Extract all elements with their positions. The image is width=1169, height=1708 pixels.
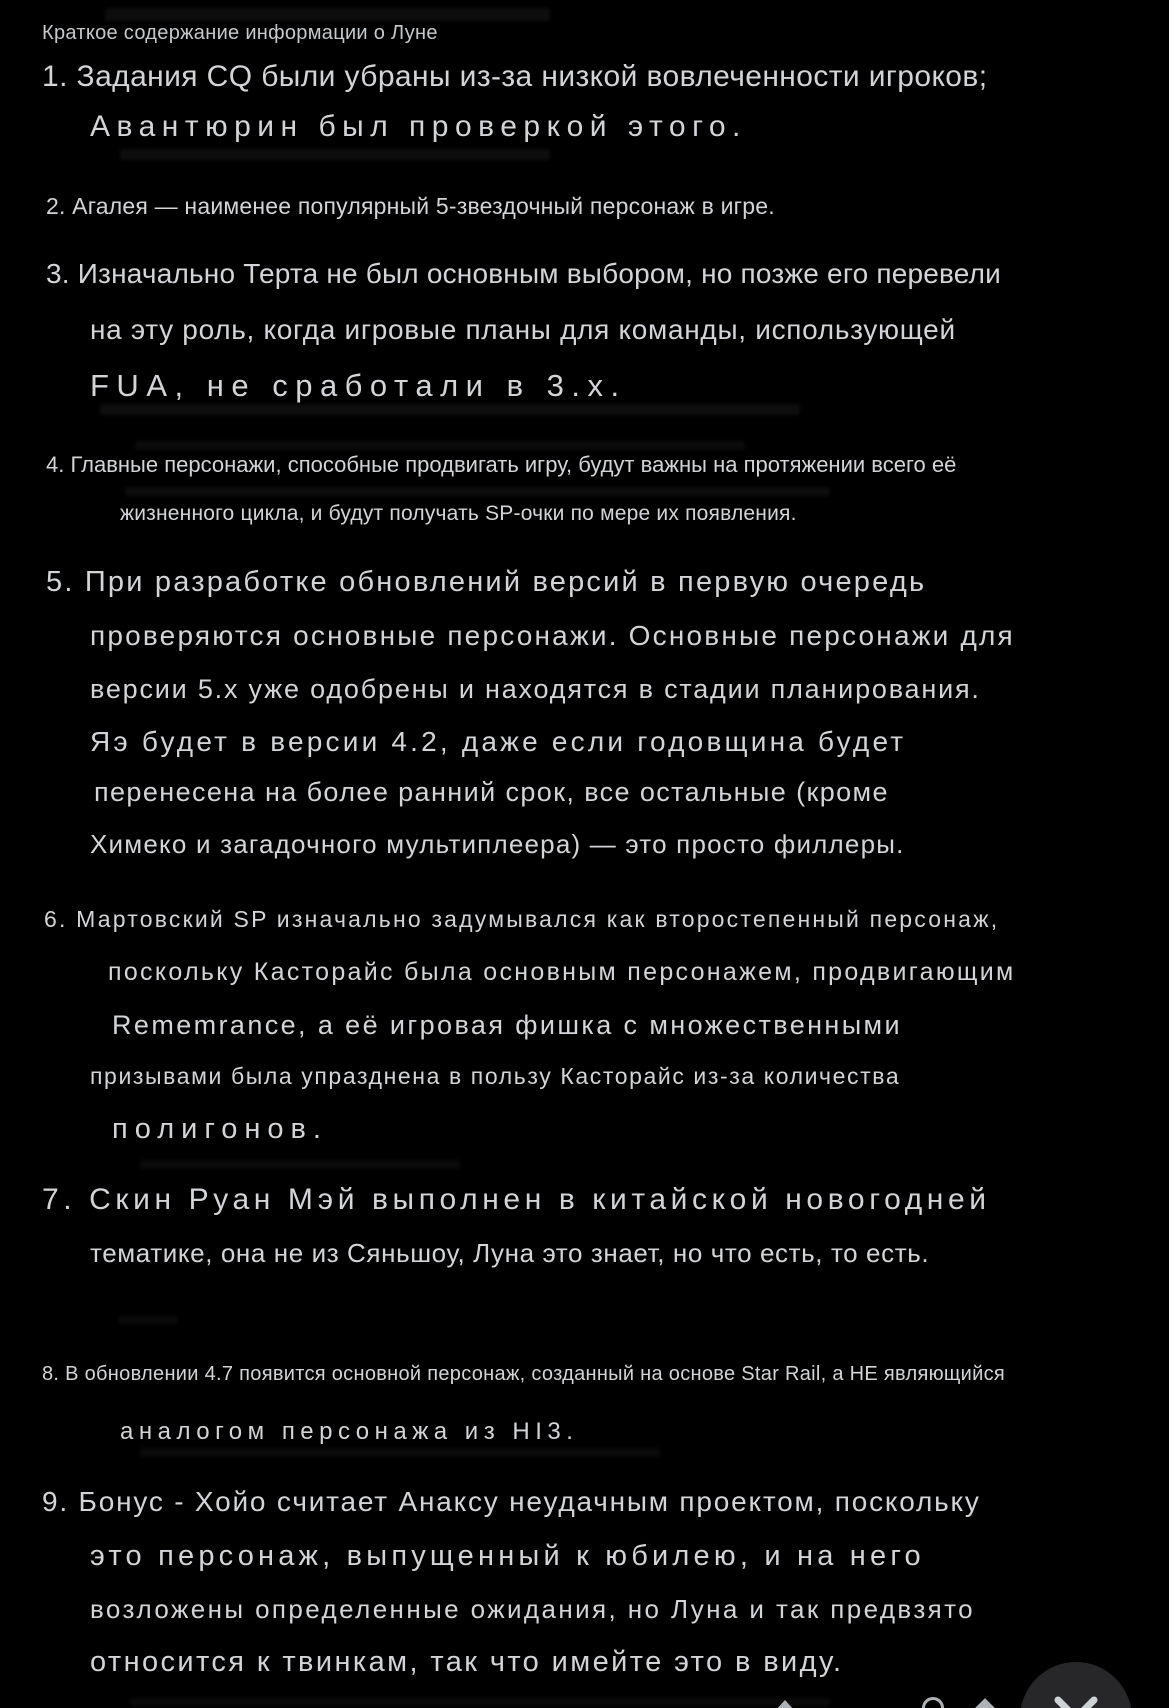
note-line: тематике, она не из Сяньшоу, Луна это знает, но что есть, то есть. [90, 1238, 930, 1268]
partial-toolbar-icon-caret[interactable] [775, 1700, 795, 1708]
ghost-text-artifact [135, 441, 745, 450]
ghost-text-artifact [118, 1316, 178, 1324]
note-line: перенесена на более ранний срок, все остальные (кроме [94, 777, 889, 807]
note-line: проверяются основные персонажи. Основные персонажи для [90, 620, 1015, 651]
note-line: жизненного цикла, и будут получать SP-очки по мере их появления. [120, 502, 797, 525]
page-title: Краткое содержание информации о Луне [42, 22, 438, 44]
note-line: призывами была упразднена в пользу Касторайс из-за количества [90, 1063, 901, 1089]
ghost-text-artifact [120, 149, 550, 160]
ghost-text-artifact [140, 1160, 460, 1169]
note-line: 6. Мартовский SP изначально задумывался как второстепенный персонаж, [44, 906, 1000, 932]
note-line: Авантюрин был проверкой этого. [90, 110, 747, 143]
partial-toolbar-icon-ring[interactable] [922, 1697, 944, 1708]
note-line: это персонаж, выпущенный к юбилею, и на него [90, 1540, 925, 1572]
note-line: 5. При разработке обновлений версий в первую очередь [46, 566, 927, 598]
note-line: Химеко и загадочного мультиплеера) — это просто филлеры. [90, 829, 905, 859]
note-line: поскольку Касторайс была основным персонажем, продвигающим [108, 958, 1016, 986]
ghost-text-artifact [105, 8, 550, 21]
note-line: 7. Скин Руан Мэй выполнен в китайской новогодней [42, 1183, 991, 1216]
partial-toolbar-icon-diamond[interactable] [975, 1698, 995, 1708]
note-line: относится к твинкам, так что имейте это в виду. [90, 1646, 844, 1678]
close-button[interactable] [1020, 1662, 1132, 1708]
ghost-text-artifact [130, 1698, 830, 1706]
note-line: FUA, не сработали в 3.x. [90, 368, 627, 403]
note-line: 2. Агалея — наименее популярный 5-звездочный персонаж в игре. [46, 193, 775, 219]
ghost-text-artifact [125, 487, 830, 496]
note-line: на эту роль, когда игровые планы для команды, использующей [90, 314, 956, 345]
ghost-text-artifact [140, 1448, 660, 1457]
note-line: 8. В обновлении 4.7 появится основной персонаж, созданный на основе Star Rail, а НЕ являющийся [42, 1363, 1006, 1385]
note-line: 4. Главные персонажи, способные продвигать игру, будут важны на протяжении всего её [46, 452, 957, 477]
note-line: версии 5.x уже одобрены и находятся в стадии планирования. [90, 674, 981, 704]
ghost-text-artifact [100, 404, 800, 415]
note-line: 1. Задания CQ были убраны из-за низкой вовлеченности игроков; [42, 60, 988, 93]
note-line: Яэ будет в версии 4.2, даже если годовщина будет [90, 726, 907, 757]
note-line: полигонов. [112, 1113, 328, 1145]
note-line: Rememrance, а её игровая фишка с множественными [112, 1010, 902, 1040]
note-line: 3. Изначально Терта не был основным выбором, но позже его перевели [46, 258, 1002, 289]
note-line: 9. Бонус - Хойо считает Анаксу неудачным проектом, поскольку [42, 1486, 981, 1517]
note-line: аналогом персонажа из HI3. [120, 1418, 579, 1445]
note-line: возложены определенные ожидания, но Луна и так предвзято [90, 1594, 976, 1624]
